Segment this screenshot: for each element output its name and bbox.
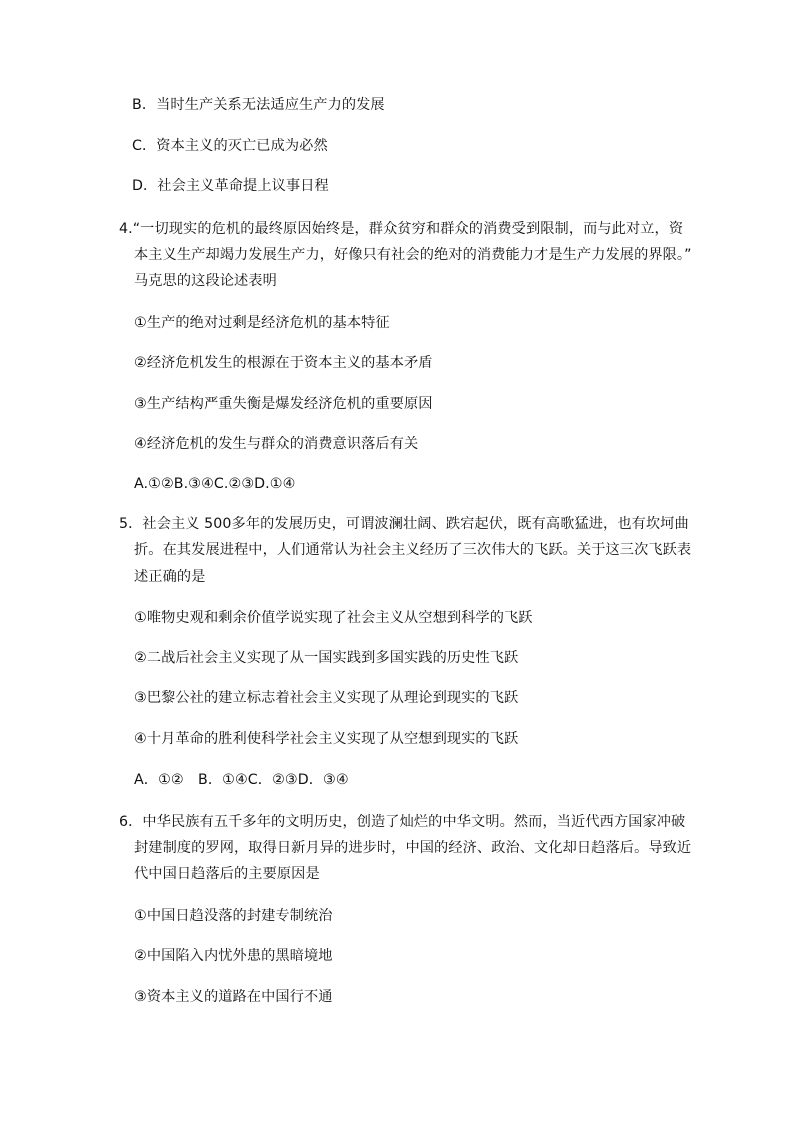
q4-statement-1: ①生产的绝对过剩是经济危机的基本特征 [134,315,390,331]
q4-statement-2: ②经济危机发生的根源在于资本主义的基本矛盾 [134,355,433,371]
q5-stem-line-3: 述正确的是 [134,569,206,585]
q6-stem-line-1: 6．中华民族有五千多年的文明历史，创造了灿烂的中华文明。然而，当近代西方国家冲破 [119,814,686,830]
q6-stem-line-2: 封建制度的罗网，取得日新月异的进步时，中国的经济、政治、文化却日趋落后。导致近 [134,840,692,856]
q6-statement-2: ②中国陷入内忧外患的黑暗境地 [134,948,333,964]
q5-stem-line-2: 折。在其发展进程中，人们通常认为社会主义经历了三次伟大的飞跃。关于这三次飞跃表 [134,542,692,558]
q6-stem-line-3: 代中国日趋落后的主要原因是 [134,866,320,882]
q3-option-c: C．资本主义的灭亡已成为必然 [132,138,328,154]
q4-statement-3: ③生产结构严重失衡是爆发经济危机的重要原因 [134,396,433,412]
q5-choices: A．①② B．①④C．②③D．③④ [134,772,349,788]
q4-stem-line-2: 本主义生产却竭力发展生产力，好像只有社会的绝对的消费能力才是生产力发展的界限。” [134,247,692,263]
q4-stem-line-1: 4.“一切现实的危机的最终原因始终是，群众贫穷和群众的消费受到限制，而与此对立，资 [119,221,684,237]
q5-statement-3: ③巴黎公社的建立标志着社会主义实现了从理论到现实的飞跃 [134,690,519,706]
q6-statement-3: ③资本主义的道路在中国行不通 [134,989,333,1005]
q4-choices: A.①②B.③④C.②③D.①④ [134,476,296,492]
q4-statement-4: ④经济危机的发生与群众的消费意识落后有关 [134,436,419,452]
q5-statement-4: ④十月革命的胜利使科学社会主义实现了从空想到现实的飞跃 [134,731,519,747]
q4-stem-line-3: 马克思的这段论述表明 [134,273,277,289]
q5-statement-1: ①唯物史观和剩余价值学说实现了社会主义从空想到科学的飞跃 [134,610,533,626]
q5-stem-line-1: 5．社会主义 500多年的发展历史，可谓波澜壮阔、跌宕起伏，既有高歌猛进，也有坎坷曲 [119,516,689,532]
q3-option-b: B．当时生产关系无法适应生产力的发展 [132,97,385,113]
q6-statement-1: ①中国日趋没落的封建专制统治 [134,908,333,924]
q3-option-d: D．社会主义革命提上议事日程 [132,178,329,194]
q5-statement-2: ②二战后社会主义实现了从一国实践到多国实践的历史性飞跃 [134,650,519,666]
